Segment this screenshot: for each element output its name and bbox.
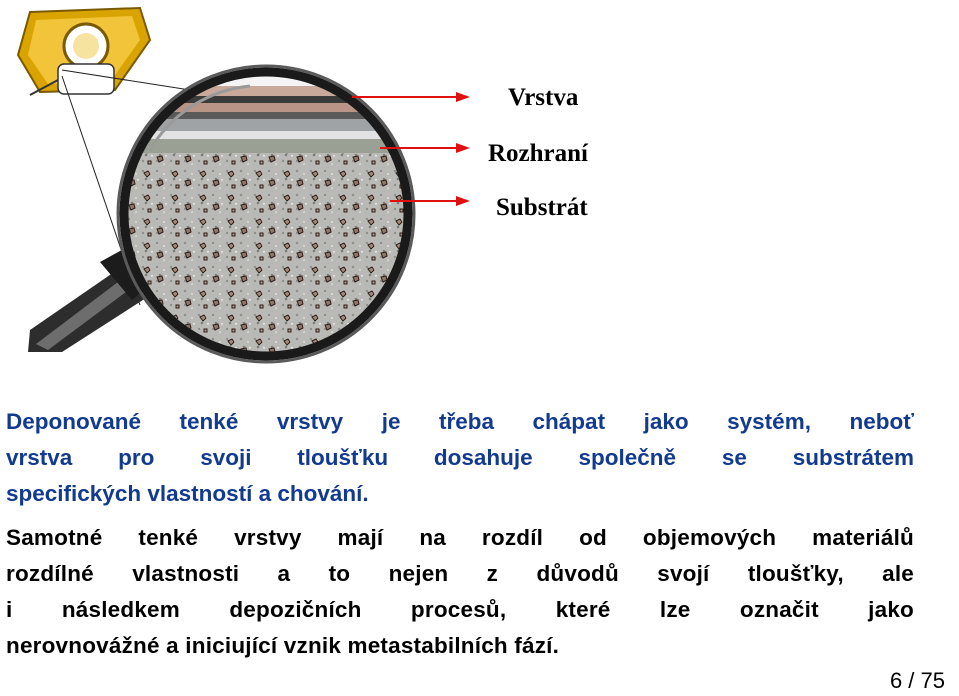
paragraph2-line: nerovnovážné a iniciující vznik metastabilních fází. [6, 633, 560, 658]
paragraph-system [6, 404, 914, 512]
page-number: 6 / 75 [889, 668, 945, 693]
cutting-insert-icon [18, 8, 150, 95]
paragraph-properties [6, 520, 914, 664]
paragraph1-line: vrstva pro svoji tloušťku dosahuje společně se substrátem [6, 445, 914, 470]
label-layer: Vrstva [508, 84, 579, 111]
paragraph1-line: Deponované tenké vrstvy je třeba chápat jako systém, neboť [6, 409, 914, 434]
paragraph2-line: rozdílné vlastnosti a to nejen z důvodů svojí tloušťky, ale [6, 561, 914, 586]
paragraph2-line: i následkem depozičních procesů, které lze označit jako [6, 597, 914, 622]
label-substrate: Substrát [496, 194, 588, 221]
paragraph1-line: specifických vlastností a chování. [6, 481, 369, 506]
label-interface: Rozhraní [488, 140, 588, 167]
paragraph2-line: Samotné tenké vrstvy mají na rozdíl od objemových materiálů [6, 525, 914, 550]
